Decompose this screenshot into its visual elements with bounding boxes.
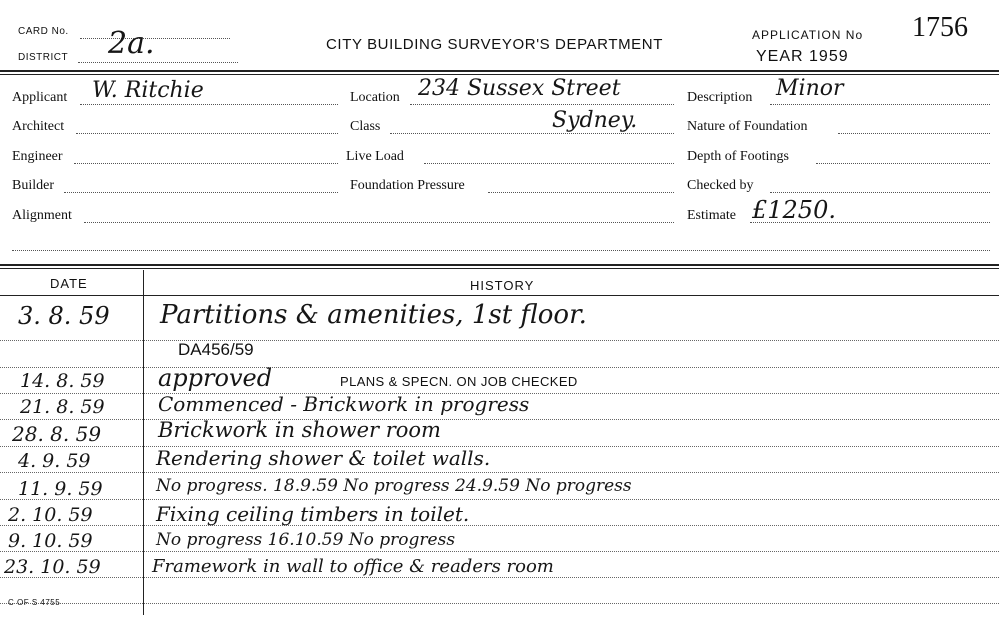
history-entry: Brickwork in shower room	[158, 418, 441, 442]
builder-line	[64, 192, 338, 193]
history-entry: approved	[158, 364, 273, 392]
history-entry: Framework in wall to office & readers room	[152, 556, 554, 577]
date-header: DATE	[50, 276, 88, 291]
row-line	[0, 419, 999, 420]
applicant-label: Applicant	[12, 90, 68, 105]
history-entry: Partitions & amenities, 1st floor.	[160, 300, 587, 330]
department-title: CITY BUILDING SURVEYOR'S DEPARTMENT	[326, 36, 663, 53]
year: YEAR 1959	[756, 48, 849, 65]
application-label: APPLICATION No	[752, 28, 864, 42]
nature-of-foundation-label: Nature of Foundation	[687, 119, 808, 134]
estimate-value: £1250.	[752, 196, 836, 224]
estimate-label: Estimate	[687, 208, 736, 223]
builder-label: Builder	[12, 178, 54, 193]
class-line	[390, 133, 674, 134]
architect-label: Architect	[12, 119, 65, 134]
history-date: 14. 8. 59	[20, 370, 105, 392]
district-line	[78, 62, 238, 63]
history-date: 28. 8. 59	[12, 422, 102, 446]
history-rule-top	[0, 264, 999, 266]
row-line	[0, 499, 999, 500]
location-label: Location	[350, 90, 400, 105]
row-line	[0, 551, 999, 552]
location-line	[410, 104, 674, 105]
header-rule-bottom	[0, 74, 999, 75]
class-label: Class	[350, 119, 381, 134]
row-line	[0, 472, 999, 473]
history-entry: Fixing ceiling timbers in toilet.	[156, 502, 470, 526]
row-line	[0, 340, 999, 341]
header-rule-top	[0, 70, 999, 72]
foundation-pressure-label: Foundation Pressure	[350, 178, 465, 193]
location-value: 234 Sussex Street	[418, 76, 621, 101]
history-header: HISTORY	[470, 278, 535, 293]
application-number: 1756	[912, 12, 968, 43]
description-line	[770, 104, 990, 105]
live-load-line	[424, 163, 674, 164]
history-entry: Rendering shower & toilet walls.	[156, 446, 491, 470]
history-date: 9. 10. 59	[8, 530, 93, 552]
row-line	[0, 577, 999, 578]
row-line	[0, 367, 999, 368]
header-divider	[0, 295, 999, 296]
depth-of-footings-line	[816, 163, 990, 164]
history-entry: No progress 16.10.59 No progress	[156, 530, 456, 550]
applicant-value: W. Ritchie	[92, 78, 204, 103]
architect-line	[76, 133, 338, 134]
district-value: 2a.	[108, 26, 155, 61]
district-label: DISTRICT	[18, 52, 69, 63]
applicant-line	[80, 104, 338, 105]
history-entry: No progress. 18.9.59 No progress 24.9.59 No progress	[156, 476, 632, 496]
checked-by-label: Checked by	[687, 178, 754, 193]
checked-by-line	[770, 192, 990, 193]
history-rule-bottom	[0, 268, 999, 269]
foundation-pressure-line	[488, 192, 674, 193]
description-value: Minor	[776, 76, 844, 101]
plans-checked-stamp: PLANS & SPECN. ON JOB CHECKED	[340, 374, 578, 389]
history-date: 11. 9. 59	[18, 478, 103, 500]
history-date: 21. 8. 59	[20, 396, 105, 418]
row-line	[0, 446, 999, 447]
row-line	[0, 525, 999, 526]
live-load-label: Live Load	[346, 149, 404, 164]
history-entry-ref: DA456/59	[178, 340, 254, 359]
card-no-line	[80, 38, 230, 39]
form-code: C OF S 4755	[8, 598, 61, 607]
card-no-label: CARD No.	[18, 26, 69, 37]
history-date: 4. 9. 59	[18, 450, 91, 472]
column-divider	[143, 270, 144, 615]
history-date: 3. 8. 59	[18, 302, 110, 330]
alignment-line	[84, 222, 674, 223]
engineer-line	[74, 163, 338, 164]
history-date: 2. 10. 59	[8, 504, 93, 526]
row-line	[0, 603, 999, 604]
location-value-2: Sydney.	[552, 108, 638, 133]
history-date: 23. 10. 59	[4, 556, 101, 578]
alignment-label: Alignment	[12, 208, 72, 223]
blank-line	[12, 250, 990, 251]
nature-of-foundation-line	[838, 133, 990, 134]
depth-of-footings-label: Depth of Footings	[687, 149, 789, 164]
description-label: Description	[687, 90, 753, 105]
engineer-label: Engineer	[12, 149, 63, 164]
history-entry: Commenced - Brickwork in progress	[158, 392, 530, 416]
